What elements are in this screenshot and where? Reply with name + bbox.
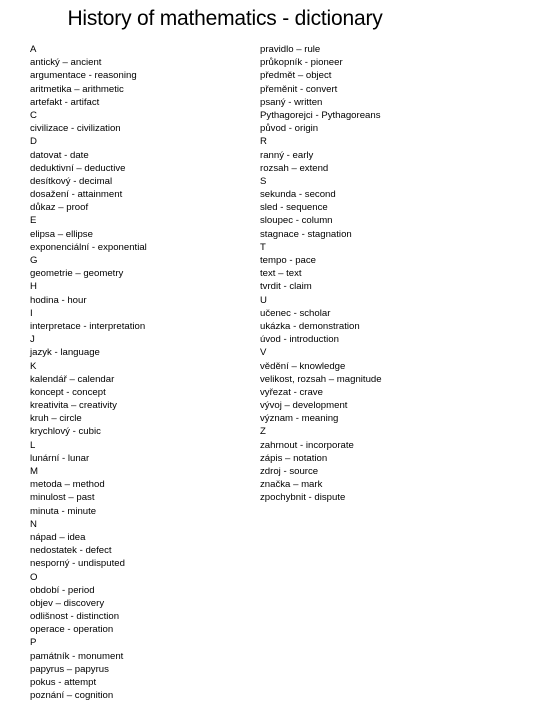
dictionary-entry: N xyxy=(30,518,37,530)
dictionary-entry: J xyxy=(30,334,35,346)
dictionary-entry: zahrnout - incorporate xyxy=(260,439,354,451)
dictionary-entry: dosažení - attainment xyxy=(30,189,123,201)
dictionary-entry: aritmetika – arithmetic xyxy=(30,83,124,95)
dictionary-entry: antický – ancient xyxy=(30,57,102,69)
dictionary-entry: E xyxy=(30,215,37,227)
dictionary-entry: období - period xyxy=(30,584,95,596)
dictionary-entry: sekunda - second xyxy=(260,189,336,201)
dictionary-entry: operace - operation xyxy=(30,624,114,636)
dictionary-entry: minuta - minute xyxy=(30,505,97,517)
dictionary-entry: odlišnost - distinction xyxy=(30,611,120,623)
dictionary-entry: geometrie – geometry xyxy=(30,268,124,280)
dictionary-entry: U xyxy=(260,294,267,306)
dictionary-entry: kreativita – creativity xyxy=(30,400,117,412)
dictionary-entry: zpochybnit - dispute xyxy=(260,492,346,504)
dictionary-entry: pravidlo – rule xyxy=(260,44,321,55)
dictionary-entry: G xyxy=(30,255,38,266)
dictionary-entry: důkaz – proof xyxy=(30,202,89,214)
dictionary-entry: poznání – cognition xyxy=(30,690,114,702)
dictionary-entry: velikost, rozsah – magnitude xyxy=(260,373,382,385)
dictionary-entry: učenec - scholar xyxy=(260,307,331,319)
dictionary-entry: pokus - attempt xyxy=(30,677,97,688)
dictionary-entry: S xyxy=(260,175,267,187)
dictionary-entry: značka – mark xyxy=(260,479,323,491)
dictionary-entry: argumentace - reasoning xyxy=(30,70,137,82)
dictionary-entry: C xyxy=(30,109,37,121)
dictionary-entry: koncept - concept xyxy=(30,386,106,398)
dictionary-entry: L xyxy=(30,439,36,451)
dictionary-entry: vědění – knowledge xyxy=(260,360,346,372)
dictionary-entry: nedostatek - defect xyxy=(30,545,112,557)
dictionary-entry: kruh – circle xyxy=(30,413,82,425)
dictionary-entry: objev – discovery xyxy=(30,597,105,609)
dictionary-entry: význam - meaning xyxy=(260,413,339,425)
dictionary-entry: A xyxy=(30,44,37,55)
dictionary-entry: jazyk - language xyxy=(30,347,100,359)
dictionary-entry: stagnace - stagnation xyxy=(260,228,352,240)
dictionary-entry: zápis – notation xyxy=(260,452,328,464)
dictionary-entry: sloupec - column xyxy=(260,215,333,227)
dictionary-entry: H xyxy=(30,281,37,293)
dictionary-entry: památník - monument xyxy=(30,650,124,662)
dictionary-entry: sled - sequence xyxy=(260,202,328,214)
dictionary-entry: interpretace - interpretation xyxy=(30,320,146,332)
dictionary-entry: rozsah – extend xyxy=(260,162,329,174)
dictionary-entry: hodina - hour xyxy=(30,294,87,306)
dictionary-entry: průkopník - pioneer xyxy=(260,57,343,69)
dictionary-entry: text – text xyxy=(260,268,302,280)
dictionary-entry: původ - origin xyxy=(260,123,319,135)
dictionary-entry: papyrus – papyrus xyxy=(30,663,109,675)
dictionary-entry: tvrdit - claim xyxy=(260,281,312,293)
dictionary-entry: lunární - lunar xyxy=(30,452,90,464)
dictionary-entry: nápad – idea xyxy=(30,531,86,543)
dictionary-entry: exponenciální - exponential xyxy=(30,241,147,253)
dictionary-column-left xyxy=(30,43,250,702)
dictionary-entry: úvod - introduction xyxy=(260,334,339,346)
dictionary-entry: Pythagorejci - Pythagoreans xyxy=(260,109,381,121)
dictionary-entry: metoda – method xyxy=(30,479,105,491)
dictionary-entry: psaný - written xyxy=(260,96,323,108)
dictionary-entry: ukázka - demonstration xyxy=(260,320,360,332)
dictionary-entry: I xyxy=(30,307,33,319)
dictionary-entry: deduktivní – deductive xyxy=(30,162,126,174)
dictionary-entry: civilizace - civilization xyxy=(30,123,121,135)
dictionary-entry: přeměnit - convert xyxy=(260,83,338,95)
dictionary-entry: vyřezat - crave xyxy=(260,386,323,398)
page-title: History of mathematics - dictionary xyxy=(67,7,383,30)
dictionary-entry: O xyxy=(30,571,38,583)
dictionary-entry: artefakt - artifact xyxy=(30,96,100,108)
dictionary-entry: K xyxy=(30,360,37,372)
dictionary-entry: desítkový - decimal xyxy=(30,175,113,187)
dictionary-entry: T xyxy=(260,241,266,253)
dictionary-entry: kalendář – calendar xyxy=(30,373,115,385)
dictionary-entry: ranný - early xyxy=(260,149,314,161)
dictionary-entry: zdroj - source xyxy=(260,466,319,477)
dictionary-entry: V xyxy=(260,347,267,359)
dictionary-entry: minulost – past xyxy=(30,492,95,504)
dictionary-entry: elipsa – ellipse xyxy=(30,228,93,240)
dictionary-entry: vývoj – development xyxy=(260,400,348,412)
dictionary-column-right xyxy=(260,43,530,505)
dictionary-entry: předmět – object xyxy=(260,70,332,82)
dictionary-entry: P xyxy=(30,637,37,649)
dictionary-entry: datovat - date xyxy=(30,149,89,161)
dictionary-entry: krychlový - cubic xyxy=(30,426,101,438)
dictionary-entry: tempo - pace xyxy=(260,255,316,266)
dictionary-entry: M xyxy=(30,466,38,477)
dictionary-entry: R xyxy=(260,136,267,148)
dictionary-entry: Z xyxy=(260,426,266,438)
dictionary-entry: nesporný - undisputed xyxy=(30,558,125,570)
dictionary-entry: D xyxy=(30,136,37,148)
